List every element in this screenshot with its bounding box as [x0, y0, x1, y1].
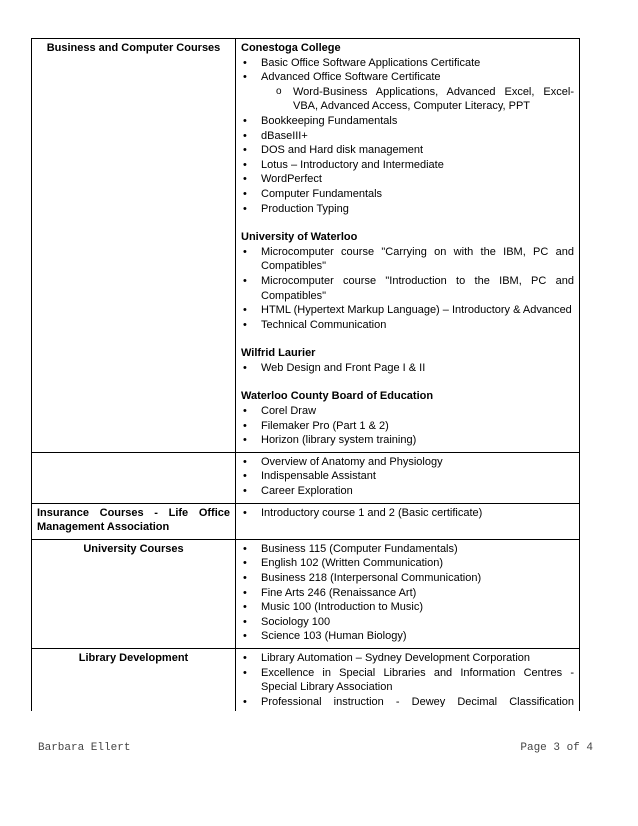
bullet-icon: • [243, 187, 247, 200]
list-item: • Science 103 (Human Biology) [243, 630, 407, 643]
bullet-list [241, 455, 574, 499]
list-item: • dBaseIII+ [243, 129, 308, 142]
sub-list-item: o Word-Business Applications, Advanced Excel, Excel-VBA, Advanced Access, Computer Literacy, PPT [276, 85, 574, 113]
list-item: • HTML (Hypertext Markup Language) – Introductory & Advanced [243, 304, 572, 317]
bullet-list [241, 56, 574, 217]
row-label: Business and Computer Courses [32, 39, 236, 453]
row-content [236, 39, 580, 453]
bullet-icon: • [243, 419, 247, 432]
bullet-icon: • [243, 542, 247, 555]
sub-list [241, 85, 574, 114]
section-heading: University of Waterloo [241, 231, 358, 244]
list-item: • Career Exploration [243, 485, 353, 498]
bullet-list [241, 506, 574, 521]
bullet-icon: • [243, 485, 247, 498]
bullet-list [241, 245, 574, 333]
bullet-icon: • [243, 557, 247, 570]
list-item: • Microcomputer course "Carrying on with the IBM, PC and Compatibles" [243, 245, 574, 273]
bullet-icon: • [243, 666, 247, 679]
bullet-icon: • [243, 470, 247, 483]
section-heading: Wilfrid Laurier [241, 347, 316, 360]
row-label [32, 452, 236, 503]
bullet-list [241, 542, 574, 644]
list-item: • Indispensable Assistant [243, 470, 376, 483]
resume-page [31, 38, 579, 711]
row-label: Insurance Courses - Life Office Management Association [32, 503, 236, 539]
list-item: • Professional instruction - Dewey Decimal Classification [241, 695, 574, 707]
table-row [32, 39, 580, 453]
bullet-icon: • [243, 615, 247, 628]
bullet-list [241, 361, 574, 376]
table-row [32, 503, 580, 539]
row-content [236, 452, 580, 503]
section-heading: Conestoga College [241, 42, 341, 54]
list-item: • Fine Arts 246 (Renaissance Art) [243, 586, 417, 599]
bullet-icon: • [243, 245, 247, 258]
table-row [32, 648, 580, 710]
list-item: • Web Design and Front Page I & II [243, 361, 426, 374]
courses-table [31, 38, 580, 711]
list-item: • Computer Fundamentals [243, 187, 383, 200]
circle-bullet-icon: o [276, 85, 282, 97]
bullet-list [241, 651, 574, 707]
bullet-icon: • [243, 318, 247, 331]
list-item: • Advanced Office Software Certificate o Word-Business Applications, Advanced Excel, Excel-VBA, Advanced Access, Computer Literacy, PPT [243, 71, 574, 113]
list-item: • Sociology 100 [243, 615, 331, 628]
list-item: • Basic Office Software Applications Certificate [243, 56, 481, 69]
list-item: • Library Automation – Sydney Development Corporation [243, 651, 531, 664]
bullet-icon: • [243, 144, 247, 157]
section-heading: Waterloo County Board of Education [241, 390, 434, 403]
bullet-icon: • [243, 114, 247, 127]
bullet-icon: • [243, 405, 247, 418]
list-item: • Introductory course 1 and 2 (Basic certificate) [243, 506, 483, 519]
list-item: • Business 115 (Computer Fundamentals) [243, 542, 458, 555]
bullet-icon: • [243, 361, 247, 374]
bullet-list [241, 404, 574, 448]
list-item: • Production Typing [243, 202, 349, 215]
table-row [32, 452, 580, 503]
footer-page-number: Page 3 of 4 [520, 742, 593, 754]
row-label: University Courses [32, 539, 236, 648]
list-item: • DOS and Hard disk management [243, 144, 424, 157]
table-row [32, 539, 580, 648]
list-item: • Overview of Anatomy and Physiology [243, 455, 443, 468]
bullet-icon: • [243, 202, 247, 215]
row-content [236, 539, 580, 648]
bullet-icon: • [243, 506, 247, 519]
list-item: • Bookkeeping Fundamentals [243, 114, 398, 127]
list-item: • Filemaker Pro (Part 1 & 2) [243, 419, 389, 432]
row-content [236, 503, 580, 539]
list-item: • WordPerfect [243, 173, 322, 186]
bullet-icon: • [243, 56, 247, 69]
bullet-icon: • [243, 158, 247, 171]
bullet-icon: • [243, 71, 247, 84]
bullet-icon: • [243, 601, 247, 614]
bullet-icon: • [243, 434, 247, 447]
list-item: • English 102 (Written Communication) [243, 557, 443, 570]
list-item: • Technical Communication [243, 318, 387, 331]
list-item: • Business 218 (Interpersonal Communication) [243, 572, 482, 584]
row-content [236, 648, 580, 710]
bullet-icon: • [243, 304, 247, 317]
bullet-icon: • [243, 455, 247, 468]
row-label: Library Development [32, 648, 236, 710]
bullet-icon: • [243, 173, 247, 186]
list-item: • Excellence in Special Libraries and Information Centres - Special Library Association [243, 666, 574, 694]
bullet-icon: • [243, 129, 247, 142]
list-item: • Music 100 (Introduction to Music) [243, 601, 424, 614]
list-item: • Horizon (library system training) [243, 434, 417, 447]
list-item: • Lotus – Introductory and Intermediate [243, 158, 444, 171]
bullet-icon: • [243, 572, 247, 584]
footer-author: Barbara Ellert [38, 742, 131, 754]
bullet-icon: • [243, 274, 247, 287]
list-item: • Microcomputer course "Introduction to the IBM, PC and Compatibles" [243, 274, 574, 302]
bullet-icon: • [243, 651, 247, 664]
bullet-icon: • [243, 695, 247, 707]
bullet-icon: • [243, 630, 247, 643]
bullet-icon: • [243, 586, 247, 599]
list-item: • Corel Draw [243, 405, 317, 418]
